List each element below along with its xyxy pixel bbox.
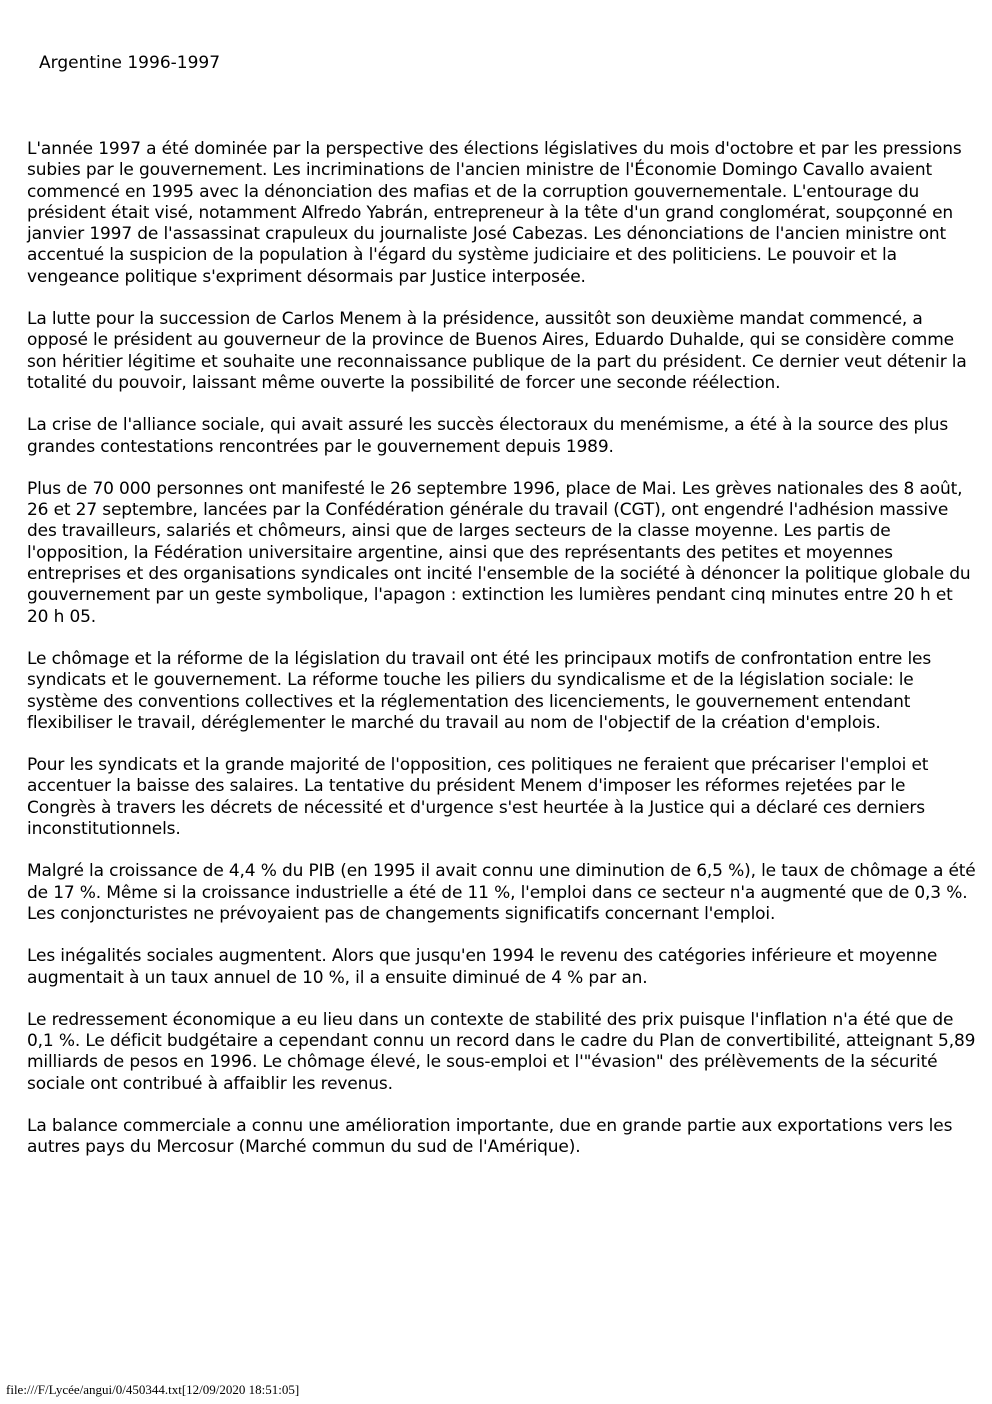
paragraph-9: Le redressement économique a eu lieu dans un contexte de stabilité des prix puisque l'inflation n'a été que de 0,1 %. Le déficit budgétaire a cependant connu un record dans le cadre du Plan de convertibilité, atteignant 5,89 milliards de pesos en 1996. Le chômage élevé, le sous-emploi et l'"évasion" des prélèvements de la sécurité sociale ont contribué à affaiblir les revenus. [27, 1009, 976, 1094]
print-footer-path: file:///F/Lycée/angui/0/450344.txt[12/09/2020 18:51:05] [6, 1382, 300, 1397]
paragraph-1: L'année 1997 a été dominée par la perspective des élections législatives du mois d'octobre et par les pressions subies par le gouvernement. Les incriminations de l'ancien ministre de l'Économie Domingo Cavallo avaient commencé en 1995 avec la dénonciation des mafias et de la corruption gouvernementale. L'entourage du président était visé, notamment Alfredo Yabrán, entrepreneur à la tête d'un grand conglomérat, soupçonné en janvier 1997 de l'assassinat crapuleux du journaliste José Cabezas. Les dénonciations de l'ancien ministre ont accentué la suspicion de la population à l'égard du système judiciaire et des politiciens. Le pouvoir et la vengeance politique s'expriment désormais par Justice interposée. [27, 139, 962, 287]
paragraph-7: Malgré la croissance de 4,4 % du PIB (en 1995 il avait connu une diminution de 6,5 %), le taux de chômage a été de 17 %. Même si la croissance industrielle a été de 11 %, l'emploi dans ce secteur n'a augmenté que de 0,3 %. Les conjoncturistes ne prévoyaient pas de changements significatifs concernant l'emploi. [27, 861, 976, 924]
paragraph-2: La lutte pour la succession de Carlos Menem à la présidence, aussitôt son deuxième mandat commencé, a opposé le président au gouverneur de la province de Buenos Aires, Eduardo Duhalde, qui se considère comme son héritier légitime et souhaite une reconnaissance publique de la part du président. Ce dernier veut détenir la totalité du pouvoir, laissant même ouverte la possibilité de forcer une seconde réélection. [27, 309, 967, 393]
paragraph-8: Les inégalités sociales augmentent. Alors que jusqu'en 1994 le revenu des catégories inférieure et moyenne augmentait à un taux annuel de 10 %, il a ensuite diminué de 4 % par an. [27, 946, 938, 988]
paragraph-5: Le chômage et la réforme de la législation du travail ont été les principaux motifs de confrontation entre les syndicats et le gouvernement. La réforme touche les piliers du syndicalisme et de la législation sociale: le système des conventions collectives et la réglementation des licenciements, le gouvernement entendant flexibiliser le travail, déréglementer le marché du travail au nom de l'objectif de la création d'emplois. [27, 648, 932, 733]
paragraph-4: Plus de 70 000 personnes ont manifesté le 26 septembre 1996, place de Mai. Les grèves nationales des 8 août, 26 et 27 septembre, lancées par la Confédération générale du travail (CGT), ont engendré l'adhésion massive des travailleurs, salariés et chômeurs, ainsi que de larges secteurs de la classe moyenne. Les partis de l'opposition, la Fédération universitaire argentine, ainsi que des représentants des petites et moyennes entreprises et des organisations syndicales ont incité l'ensemble de la société à dénoncer la politique globale du gouvernement par un geste symbolique, l'apagon : extinction les lumières pendant cinq minutes entre 20 h et 20 h 05. [27, 478, 971, 627]
document-body [27, 139, 979, 1180]
paragraph-6: Pour les syndicats et la grande majorité de l'opposition, ces politiques ne feraient que précariser l'emploi et accentuer la baisse des salaires. La tentative du président Menem d'imposer les réformes rejetées par le Congrès à travers les décrets de nécessité et d'urgence s'est heurtée à la Justice qui a déclaré ces derniers inconstitutionnels. [27, 755, 929, 840]
document-title: Argentine 1996-1997 [39, 53, 221, 73]
paragraph-10: La balance commerciale a connu une amélioration importante, due en grande partie aux exportations vers les autres pays du Mercosur (Marché commun du sud de l'Amérique). [27, 1115, 953, 1158]
paragraph-3: La crise de l'alliance sociale, qui avait assuré les succès électoraux du menémisme, a été à la source des plus grandes contestations rencontrées par le gouvernement depuis 1989. [27, 415, 949, 457]
